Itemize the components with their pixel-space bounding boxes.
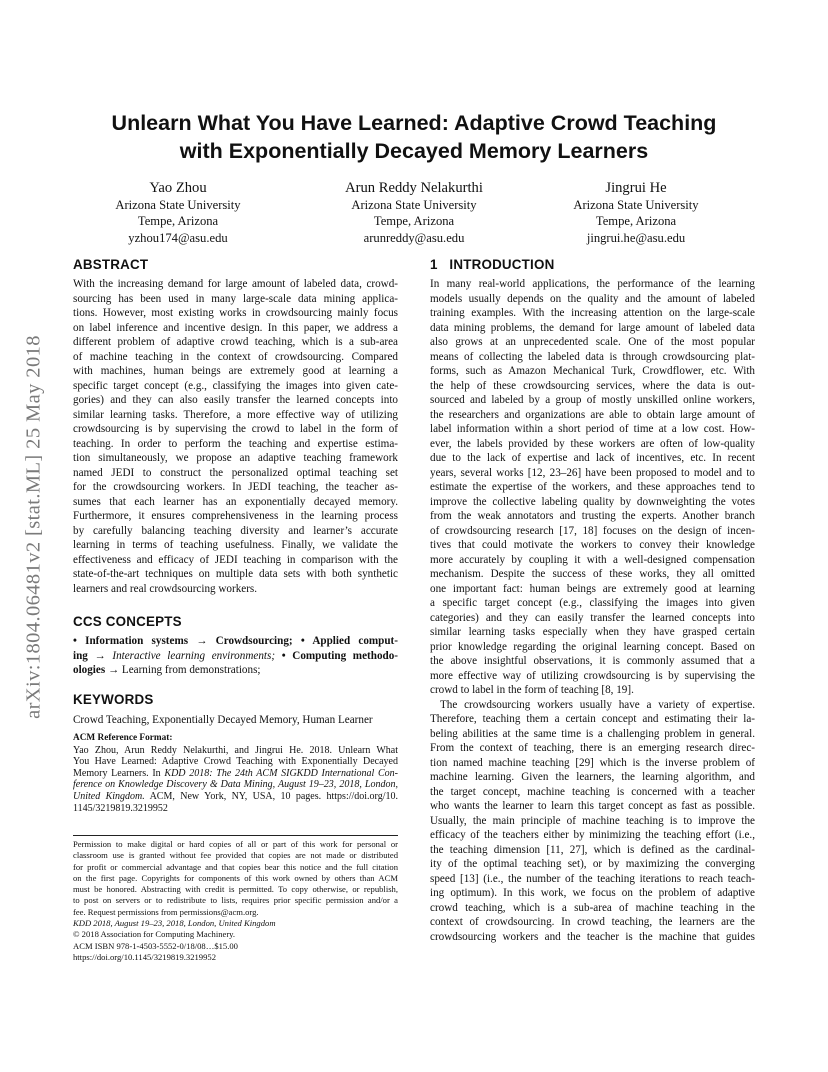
ccs-concept: ing → [73, 649, 113, 662]
text-line: crowd teaching, which is a sub-area of machine teaching in the [430, 901, 755, 914]
ccs-concept: • Applied comput- [292, 635, 398, 647]
text-line: effectiveness and efficacy of JEDI teaching in comparison with the [73, 553, 398, 566]
text-line: label information within a short period of time at a low cost. How- [430, 423, 755, 435]
text-line: Permission to make digital or hard copies of all or part of this work for personal or [73, 839, 398, 849]
text-line: ity of the optimal teaching set), or by maximizing the converging [430, 858, 755, 870]
text-line: tions. However, most existing works in crowdsourcing mainly focus [73, 307, 398, 319]
text-line: the target concept, machine teaching is concerned with a teacher [430, 785, 755, 798]
text-line: context of crowdsourcing. In crowd teaching, the learners are the [430, 916, 755, 928]
arxiv-identifier: arXiv:1804.06481v2 [stat.ML] 25 May 2018 [22, 335, 45, 719]
text-line: for profit or commercial advantage and that copies bear this notice and the full citation [73, 861, 398, 872]
text-line: ing optimum). In this work, we focus on the problem of adaptive [430, 887, 755, 899]
text-line: Furthermore, it ensures comprehensiveness in the learning process [73, 510, 398, 522]
text-line: on label inference and incentive design. In this paper, we address a [73, 321, 398, 334]
text-line: who wants the learner to learn this target concept as fast as possible. [430, 800, 755, 812]
text-line: ever, the labels provided by these workers are often of low-quality [430, 437, 755, 450]
text-line: efficacy of the teachers either by minimizing the teaching effort (i.e., [430, 829, 755, 841]
acm-reference-doi[interactable]: 1145/3219819.3219952 [73, 802, 168, 814]
text-line: crowdsourcing is by supervising the crowd to label in the form of [73, 423, 398, 435]
author-name: Arun Reddy Nelakurthi [345, 180, 483, 196]
acm-reference-heading: ACM Reference Format: [73, 733, 173, 743]
text-line: the above insightful observations, it is commonly assumed that a [430, 655, 755, 667]
ccs-concept: → Learning from demonstrations; [105, 664, 261, 676]
acm-reference-line[interactable]: ACM, New York, NY, USA, 10 pages. https://doi.org/10. [144, 790, 398, 802]
text-line: data mining problems, the demand for large amount of labeled data [430, 321, 755, 334]
text-line: means of collecting the labeled data is through crowdsourcing plat- [430, 350, 755, 363]
text-line: to post on servers or to redistribute to lists, requires prior specific permission and/or a [73, 895, 398, 906]
introduction-paragraph-1 [430, 277, 755, 698]
text-line: more effective way of utilizing crowdsourcing is by supervising the [430, 669, 755, 682]
acm-reference-line: Yao Zhou, Arun Reddy Nelakurthi, and Jingrui He. 2018. Unlearn What [73, 744, 398, 756]
author-block-3 [526, 179, 746, 246]
author-affiliation: Arizona State University [573, 198, 699, 212]
author-block-1 [68, 179, 288, 246]
text-line: similar learning tasks especially when they have grasped certain [430, 626, 755, 638]
author-location: Tempe, Arizona [373, 214, 455, 229]
introduction-paragraph-2 [430, 698, 755, 945]
text-line: crowd to label in the form of teaching [8, 19]. [430, 684, 634, 696]
text-line: gories) and they can also easily transfer the learned concepts into [73, 394, 398, 406]
right-column [430, 257, 755, 944]
text-line: similar learning tasks. Therefore, a more effective way of utilizing [73, 408, 398, 421]
text-line: training examples. With the increasing attention on the large-scale [430, 307, 755, 319]
text-line: In many real-world applications, the performance of the learning [430, 278, 755, 290]
text-line: the researchers and organizations are able to obtain large amount of [430, 408, 755, 421]
left-column [73, 257, 398, 814]
text-line: improve the collective labeling quality by downweighting the votes [430, 495, 755, 508]
text-line: specific target concept (e.g., classifying the images into given cate- [73, 379, 398, 392]
text-line: also grows at an unprecedented scale. One of the most popular [430, 336, 755, 348]
acm-reference-line: You Have Learned: Adaptive Crowd Teaching with Exponentially Decayed [73, 756, 398, 768]
text-line: With the increasing demand for large amount of labeled data, crowd- [73, 278, 398, 290]
text-line: estimate the expertise of the workers, and these approaches tend to [430, 481, 755, 493]
ccs-heading: CCS CONCEPTS [73, 614, 182, 629]
text-line: beling abilities at the same time is a challenging problem in general. [430, 727, 755, 740]
text-line: on the first page. Copyrights for components of this work owned by others than ACM [73, 872, 398, 883]
keywords-heading: KEYWORDS [73, 691, 154, 707]
text-line: speed [13] (i.e., the number of the teaching iterations to reach teach- [430, 872, 755, 885]
text-line: sourced and labeled by a group of mostly unskilled online workers, [430, 394, 755, 406]
text-line: models usually depends on the quality and the amount of labeled [430, 292, 755, 305]
author-location: Tempe, Arizona [595, 214, 677, 229]
permission-block [73, 839, 398, 963]
arxiv-sidebar [16, 272, 52, 782]
acm-reference-venue: ference on Knowledge Discovery & Data Mining, August 19–23, 2018, London, [73, 779, 398, 791]
permission-doi[interactable]: https://doi.org/10.1145/3219819.3219952 [73, 951, 216, 962]
author-location: Tempe, Arizona [137, 214, 219, 229]
text-line: must be honored. Abstracting with credit is permitted. To copy otherwise, or republish, [73, 884, 398, 895]
text-line: from the weak annotators and trusting the experts. Another branch [430, 510, 755, 522]
text-line: teaching. In order to perform the teaching and expertise estima- [73, 437, 398, 450]
title-line-2: with Exponentially Decayed Memory Learners [179, 139, 649, 163]
text-line: categories) and they can easily transfer the learned concepts into [430, 611, 755, 624]
text-line: different problem of adaptive crowd teaching, which is a sub-area [73, 336, 398, 348]
paper-title [60, 109, 768, 165]
ccs-concept: Interactive learning environments; [112, 649, 276, 662]
acm-reference [73, 733, 398, 814]
ccs-concept: ologies [73, 664, 106, 676]
permission-copyright: © 2018 Association for Computing Machinery. [73, 929, 236, 940]
text-line: due to the lack of expertise and lack of incentives, etc. In recent [430, 452, 755, 464]
author-block-2 [304, 179, 524, 246]
text-line: crowdsourcing workers and the teacher is the machine that guides [430, 930, 755, 943]
author-email[interactable]: arunreddy@asu.edu [363, 230, 465, 245]
text-line: state-of-the-art techniques on multiple data sets with both synthetic [73, 568, 398, 580]
text-line: more accurately by coupling it with a well-designed compensation [430, 553, 755, 566]
author-affiliation: Arizona State University [115, 198, 241, 212]
acm-reference-line: Memory Learners. In [73, 767, 165, 779]
keywords-body [73, 713, 398, 728]
text-line: sumes that each learner has an exponentially decayed memory. [73, 495, 398, 508]
acm-reference-venue: United Kingdom. [73, 790, 145, 802]
introduction-heading: 1 INTRODUCTION [430, 257, 555, 272]
author-email[interactable]: yzhou174@asu.edu [128, 230, 228, 245]
title-line-1: Unlearn What You Have Learned: Adaptive Crowd Teaching [111, 111, 717, 135]
permission-notice [73, 839, 398, 918]
text-line: tion simultaneously, we propose an adaptive teaching framework [73, 452, 398, 464]
text-line: fee. Request permissions from permissions@acm.org. [73, 906, 259, 917]
author-affiliation: Arizona State University [351, 198, 477, 212]
abstract-heading: ABSTRACT [73, 257, 149, 272]
text-line: of machine teaching in the context of crowdsourcing. Compared [73, 350, 398, 363]
permission-isbn: ACM ISBN 978-1-4503-5552-0/18/08…$15.00 [73, 940, 238, 951]
author-email[interactable]: jingrui.he@asu.edu [586, 230, 686, 245]
text-line: Usually, the main principle of machine teaching is to improve the [430, 814, 755, 827]
text-line: machine learning. Given the learners, the learning algorithm, and [430, 771, 755, 783]
text-line: learning in terms of teaching usefulness. Finally, we validate the [73, 539, 398, 551]
text-line: tion named machine teaching [29] which is the inverse problem of [430, 756, 755, 769]
author-name: Jingrui He [605, 180, 667, 196]
text-line: of crowdsourcing research [17, 18] focuses on the design of incen- [430, 524, 755, 537]
permission-venue: KDD 2018, August 19–23, 2018, London, United Kingdom [73, 918, 276, 929]
ccs-concept: • Computing methodo- [275, 649, 398, 662]
text-line: mechanism. Despite the success of these works, they all omitted [430, 568, 755, 580]
text-line: one important fact: human beings are extremely good at learning [430, 582, 755, 595]
author-name: Yao Zhou [149, 180, 207, 196]
text-line: From the context of teaching, there is an emerging research direc- [430, 742, 755, 754]
text-line: The crowdsourcing workers usually have a variety of expertise. [440, 698, 755, 711]
text-line: a specific target concept (e.g., classifying the images into given [430, 597, 755, 609]
text-line: for the crowdsourcing workers. In JEDI teaching, the teacher as- [73, 481, 398, 493]
abstract-body [73, 277, 398, 596]
text-line: with machines, human beings are extremely good at learning a [73, 365, 398, 377]
footnote-divider [73, 835, 398, 836]
text-line: sourcing has been used in many large-scale data mining applica- [73, 292, 398, 305]
text-line: classroom use is granted without fee provided that copies are not made or distributed [73, 850, 398, 861]
text-line: prior knowledge regarding the original learning concept. Based on [430, 640, 755, 653]
text-line: forms, such as Amazon Mechanical Turk, Crowdflower, etc. With [430, 365, 755, 377]
ccs-concept: • Information systems → Crowdsourcing; [73, 635, 293, 647]
ccs-body [73, 634, 398, 678]
text-line: learners and real crowdsourcing workers. [73, 582, 258, 595]
text-line: years, several works [12, 23–26] have been proposed to model and to [430, 466, 755, 479]
text-line: named JEDI to construct the personalized optimal teaching set [73, 466, 398, 479]
text-line: tives that could motivate the workers to convey their knowledge [430, 539, 755, 551]
text-line: the teaching dimension [11, 27], which is defined as the cardinal- [430, 843, 755, 856]
keywords-text: Crowd Teaching, Exponentially Decayed Memory, Human Learner [73, 713, 373, 726]
text-line: by carefully balancing teaching diversity and learner’s accurate [73, 524, 398, 537]
text-line: the help of these crowdsourcing services, where the data is out- [430, 379, 755, 392]
acm-reference-venue: KDD 2018: The 24th ACM SIGKDD International Con- [164, 767, 399, 779]
text-line: Therefore, teaching them a certain concept and estimating their la- [430, 713, 755, 725]
